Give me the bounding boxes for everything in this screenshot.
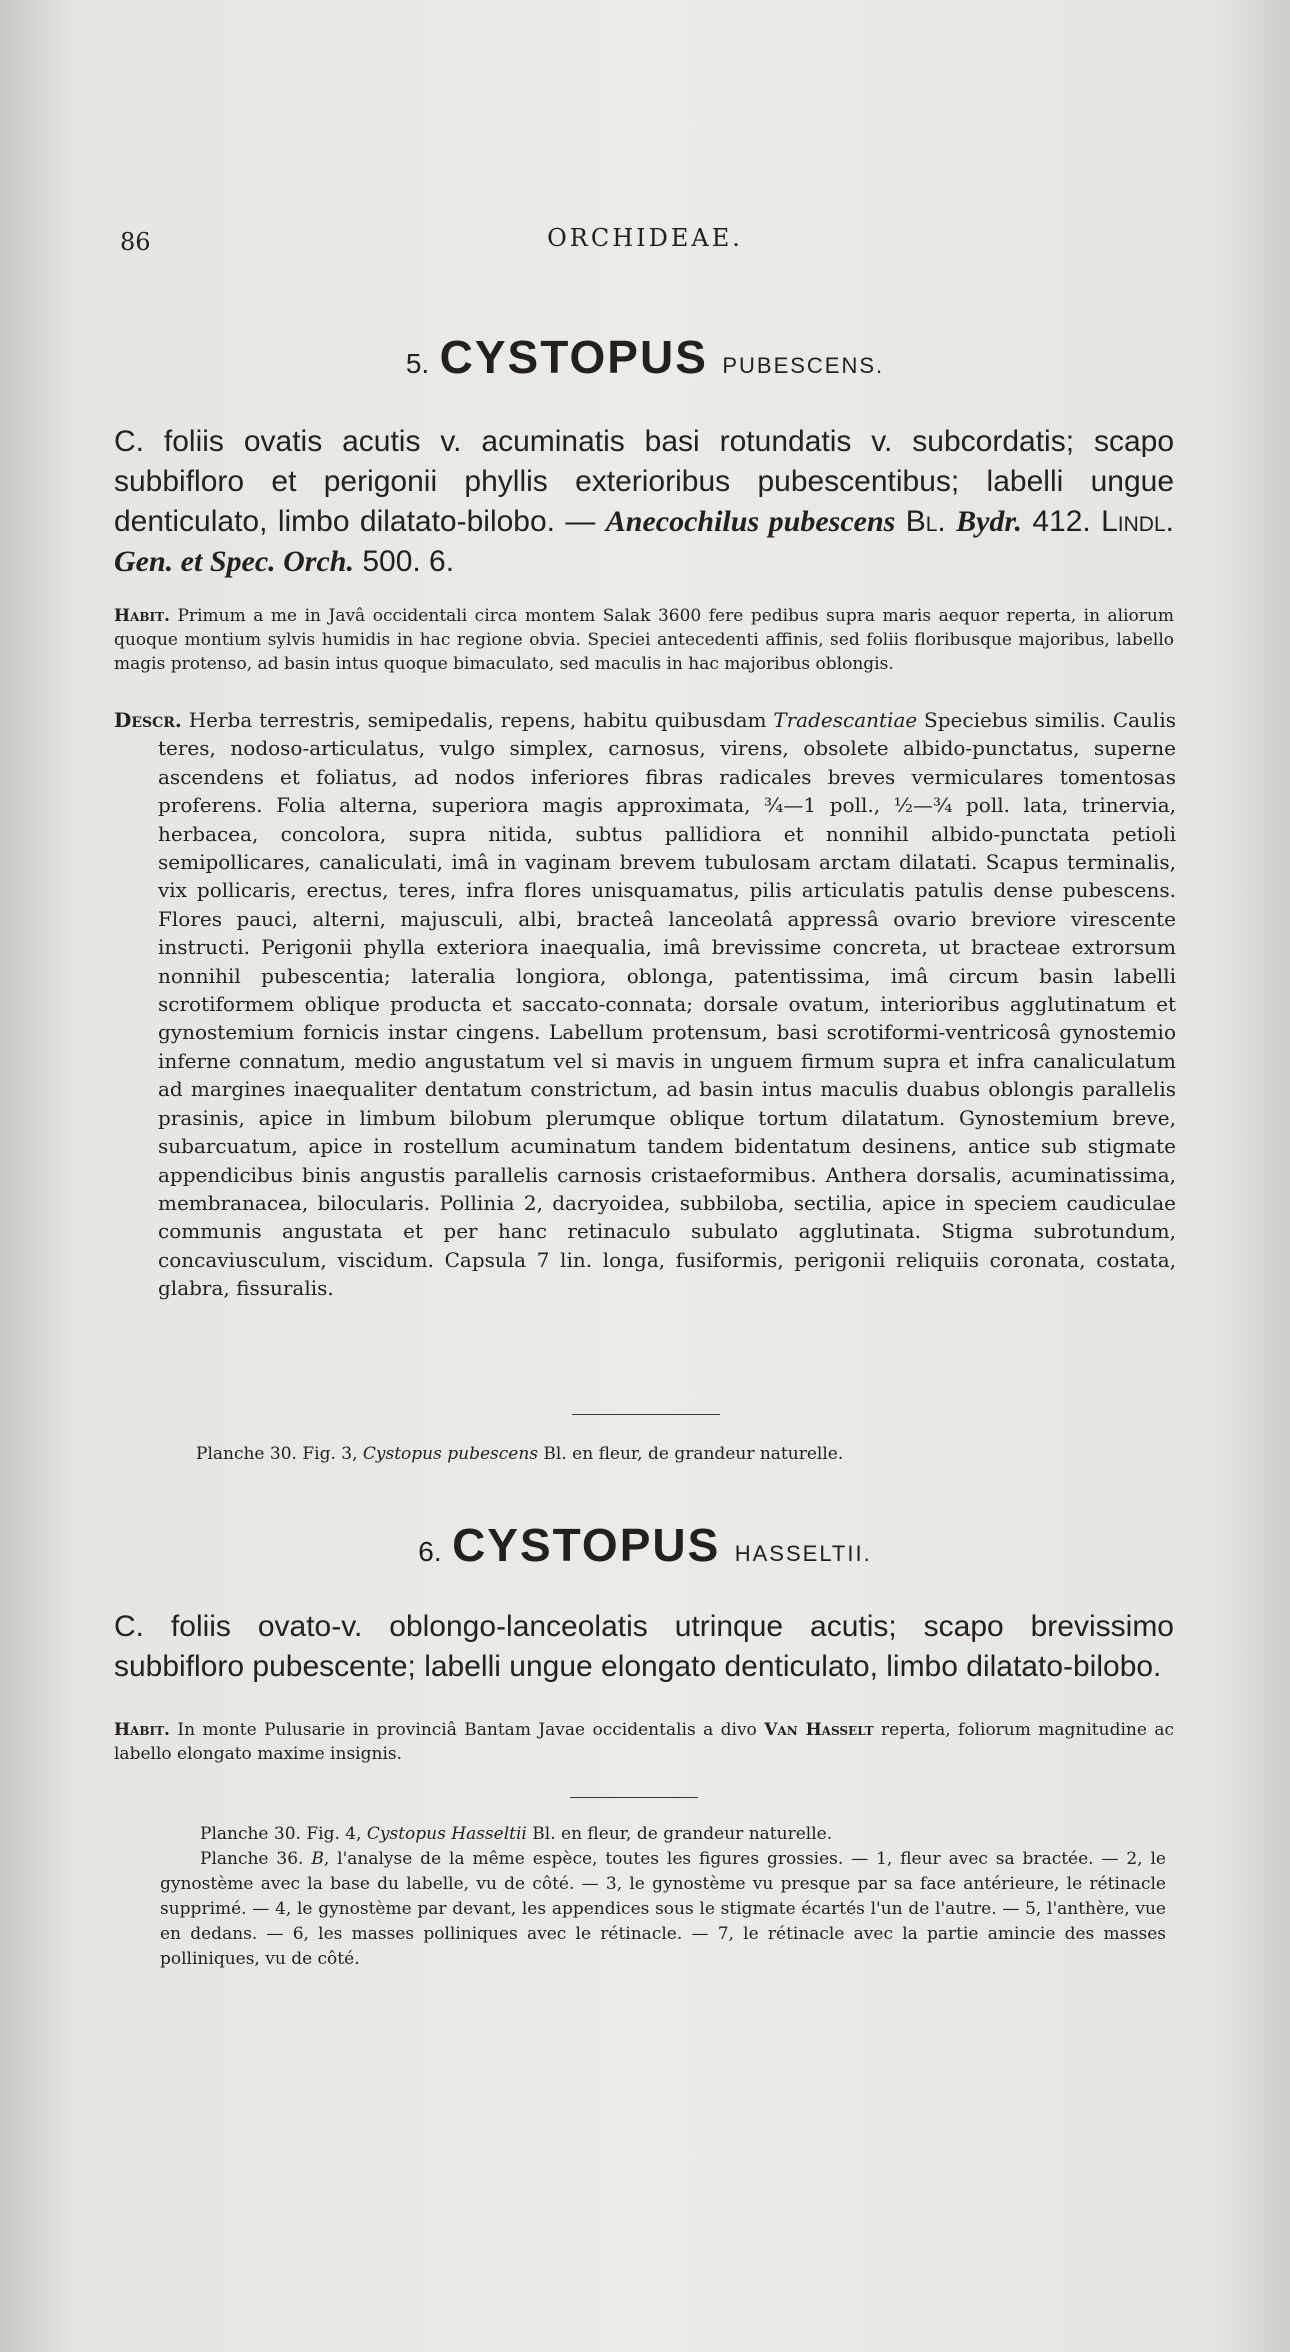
habitat-text: In monte Pulusarie in provinciâ Bantam Javae occidentalis a divo: [169, 1720, 765, 1740]
plate-ref: Planche 30. Fig. 4,: [200, 1824, 367, 1844]
habitat-label: Habit.: [114, 606, 170, 626]
species-heading-6: [0, 1518, 1290, 1572]
collector-name: Van Hasselt: [764, 1720, 874, 1740]
species-epithet: PUBESCENS.: [722, 353, 885, 378]
plate-captions-6: [160, 1822, 1166, 1972]
plate-text: Bl. en fleur, de grandeur naturelle.: [526, 1824, 833, 1844]
author-abbrev: Bl.: [905, 505, 946, 538]
reference-page: 500. 6.: [353, 545, 455, 578]
plate-label: B: [311, 1849, 324, 1869]
plate-text: , l'analyse de la même espèce, toutes les figures grossies. — 1, fleur avec sa bractée. — 2, le gynostème avec la base du labelle, vu de côté. — 3, le gynostème vu presque par sa face antérieure, le rétinacle supprimé. — 4, le gynostème par devant, les appendices sous le stigmate écartés l'un de l'autre. — 5, l'anthère, vue en dedans. — 6, les masses polliniques avec le rétinacle. — 7, le rétinacle avec la partie amincie des masses polliniques, vu de côté.: [160, 1849, 1166, 1969]
species-number: 5.: [405, 348, 430, 379]
species-epithet: HASSELTII.: [734, 1541, 872, 1566]
diagnosis-6: C. foliis ovato-v. oblongo-lanceolatis utrinque acutis; scapo brevissimo subbifloro pubescente; labelli ungue elongato denticulato, limbo dilatato-bilobo.: [114, 1610, 1174, 1683]
description-5: [114, 706, 1176, 1303]
description-text: Speciebus similis. Caulis teres, nodoso-articulatus, vulgo simplex, carnosus, virens, obsolete albido-punctatus, superne ascendens et foliatus, ad nodos inferiores fibras radicales breves vermiculares tomentosas proferens. Folia alterna, superiora magis approximata, ¾—1 poll., ½—¾ poll. lata, trinervia, herbacea, concolora, supra nitida, subtus pallidiora et nonnihil albido-punctata petioli semipollicares, canaliculati, imâ in vaginam brevem tubulosam arctam dilatati. Scapus terminalis, vix pollicaris, erectus, teres, infra flores unisquamatus, pilis articulatis patulis dense pubescens. Flores pauci, alterni, majusculi, albi, bracteâ lanceolatâ appressâ ovario breviore virescente instructi. Perigonii phylla exteriora inaequalia, imâ brevissime concreta, ut bracteae extrorsum nonnihil pubescentia; lateralia longiora, oblonga, patentissima, imâ circum basin labelli scrotiformem oblique producta et saccato-connata; dorsale ovatum, interioribus agglutinatum et gynostemium fornicis instar cingens. Labellum protensum, basi scrotiformi-ventricosâ gynostemio inferne connatum, medio angustatum vel si mavis in unguem firmum supra et infra canaliculatum ad margines inaequaliter dentatum constrictum, ad basin intus maculis duabus oblongis parallelis prasinis, apice in limbum bilobum plerumque oblique tortum dilatatum. Gynostemium breve, subarcuatum, apice in rostellum acuminatum tandem bidentatum desinens, antice sub stigmate appendicibus binis angustis parallelis carnosis cristaeformibus. Anthera dorsalis, acuminatissima, membranacea, bilocularis. Pollinia 2, dacryoidea, subbiloba, sectilia, apice in speciem caudiculae communis angustata et per hanc retinaculo subulato agglutinata. Stigma subrotundum, concaviusculum, viscidum. Capsula 7 lin. longa, fusiformis, perigonii reliquiis coronata, costata, glabra, fissuralis.: [158, 708, 1176, 1301]
plate-caption: [160, 1822, 1166, 1847]
habitat-text: reperta, foliorum magnitudine ac labello elongato maxime insignis.: [114, 1720, 1174, 1764]
plate-text: Bl. en fleur, de grandeur naturelle.: [538, 1444, 844, 1464]
plate-caption-5: [196, 1444, 843, 1464]
running-title: ORCHIDEAE.: [547, 224, 743, 252]
reference-title: Gen. et Spec. Orch.: [114, 545, 354, 578]
species-number: 6.: [418, 1536, 442, 1567]
section-divider: [570, 1797, 698, 1798]
diagnosis-5: [114, 422, 1174, 582]
habitat-5: [114, 604, 1174, 676]
taxon-name: Tradescantiae: [773, 708, 918, 732]
plate-ref: Planche 30. Fig. 3,: [196, 1444, 363, 1464]
section-divider: [572, 1414, 720, 1415]
reference-page: 412.: [1021, 505, 1102, 538]
habitat-6: [114, 1718, 1174, 1766]
diagnosis-text: C. foliis ovatis acutis v. acuminatis basi rotundatis v. subcordatis; scapo subbifloro et perigonii phyllis exterioribus pubescentibus; labelli ungue denticulato, limbo dilatato-bilobo. —: [114, 425, 1174, 538]
habitat-text: Primum a me in Javâ occidentali circa montem Salak 3600 fere pedibus supra maris aequor reperta, in aliorum quoque montium sylvis humidis in hac regione obvia. Speciei antecedenti affinis, sed foliis floribusque majoribus, labello magis protenso, ad basin intus quoque bimaculato, sed maculis in hac majoribus oblongis.: [114, 606, 1174, 674]
reference-title: Bydr.: [956, 505, 1022, 538]
page-number: 86: [120, 228, 151, 256]
description-text: Herba terrestris, semipedalis, repens, habitu quibusdam: [181, 708, 774, 732]
plate-species: Cystopus pubescens: [362, 1444, 539, 1464]
genus-name: CYSTOPUS: [452, 1519, 721, 1571]
genus-name: CYSTOPUS: [439, 331, 708, 383]
synonym: Anecochilus pubescens: [605, 505, 896, 538]
plate-species: Cystopus Hasseltii: [366, 1824, 527, 1844]
author-abbrev: Lindl.: [1101, 505, 1174, 538]
plate-caption: [160, 1847, 1166, 1972]
habitat-label: Habit.: [114, 1720, 170, 1740]
plate-ref: Planche 36.: [200, 1849, 312, 1869]
species-heading-5: [0, 330, 1290, 384]
description-label: Descr.: [114, 708, 182, 732]
